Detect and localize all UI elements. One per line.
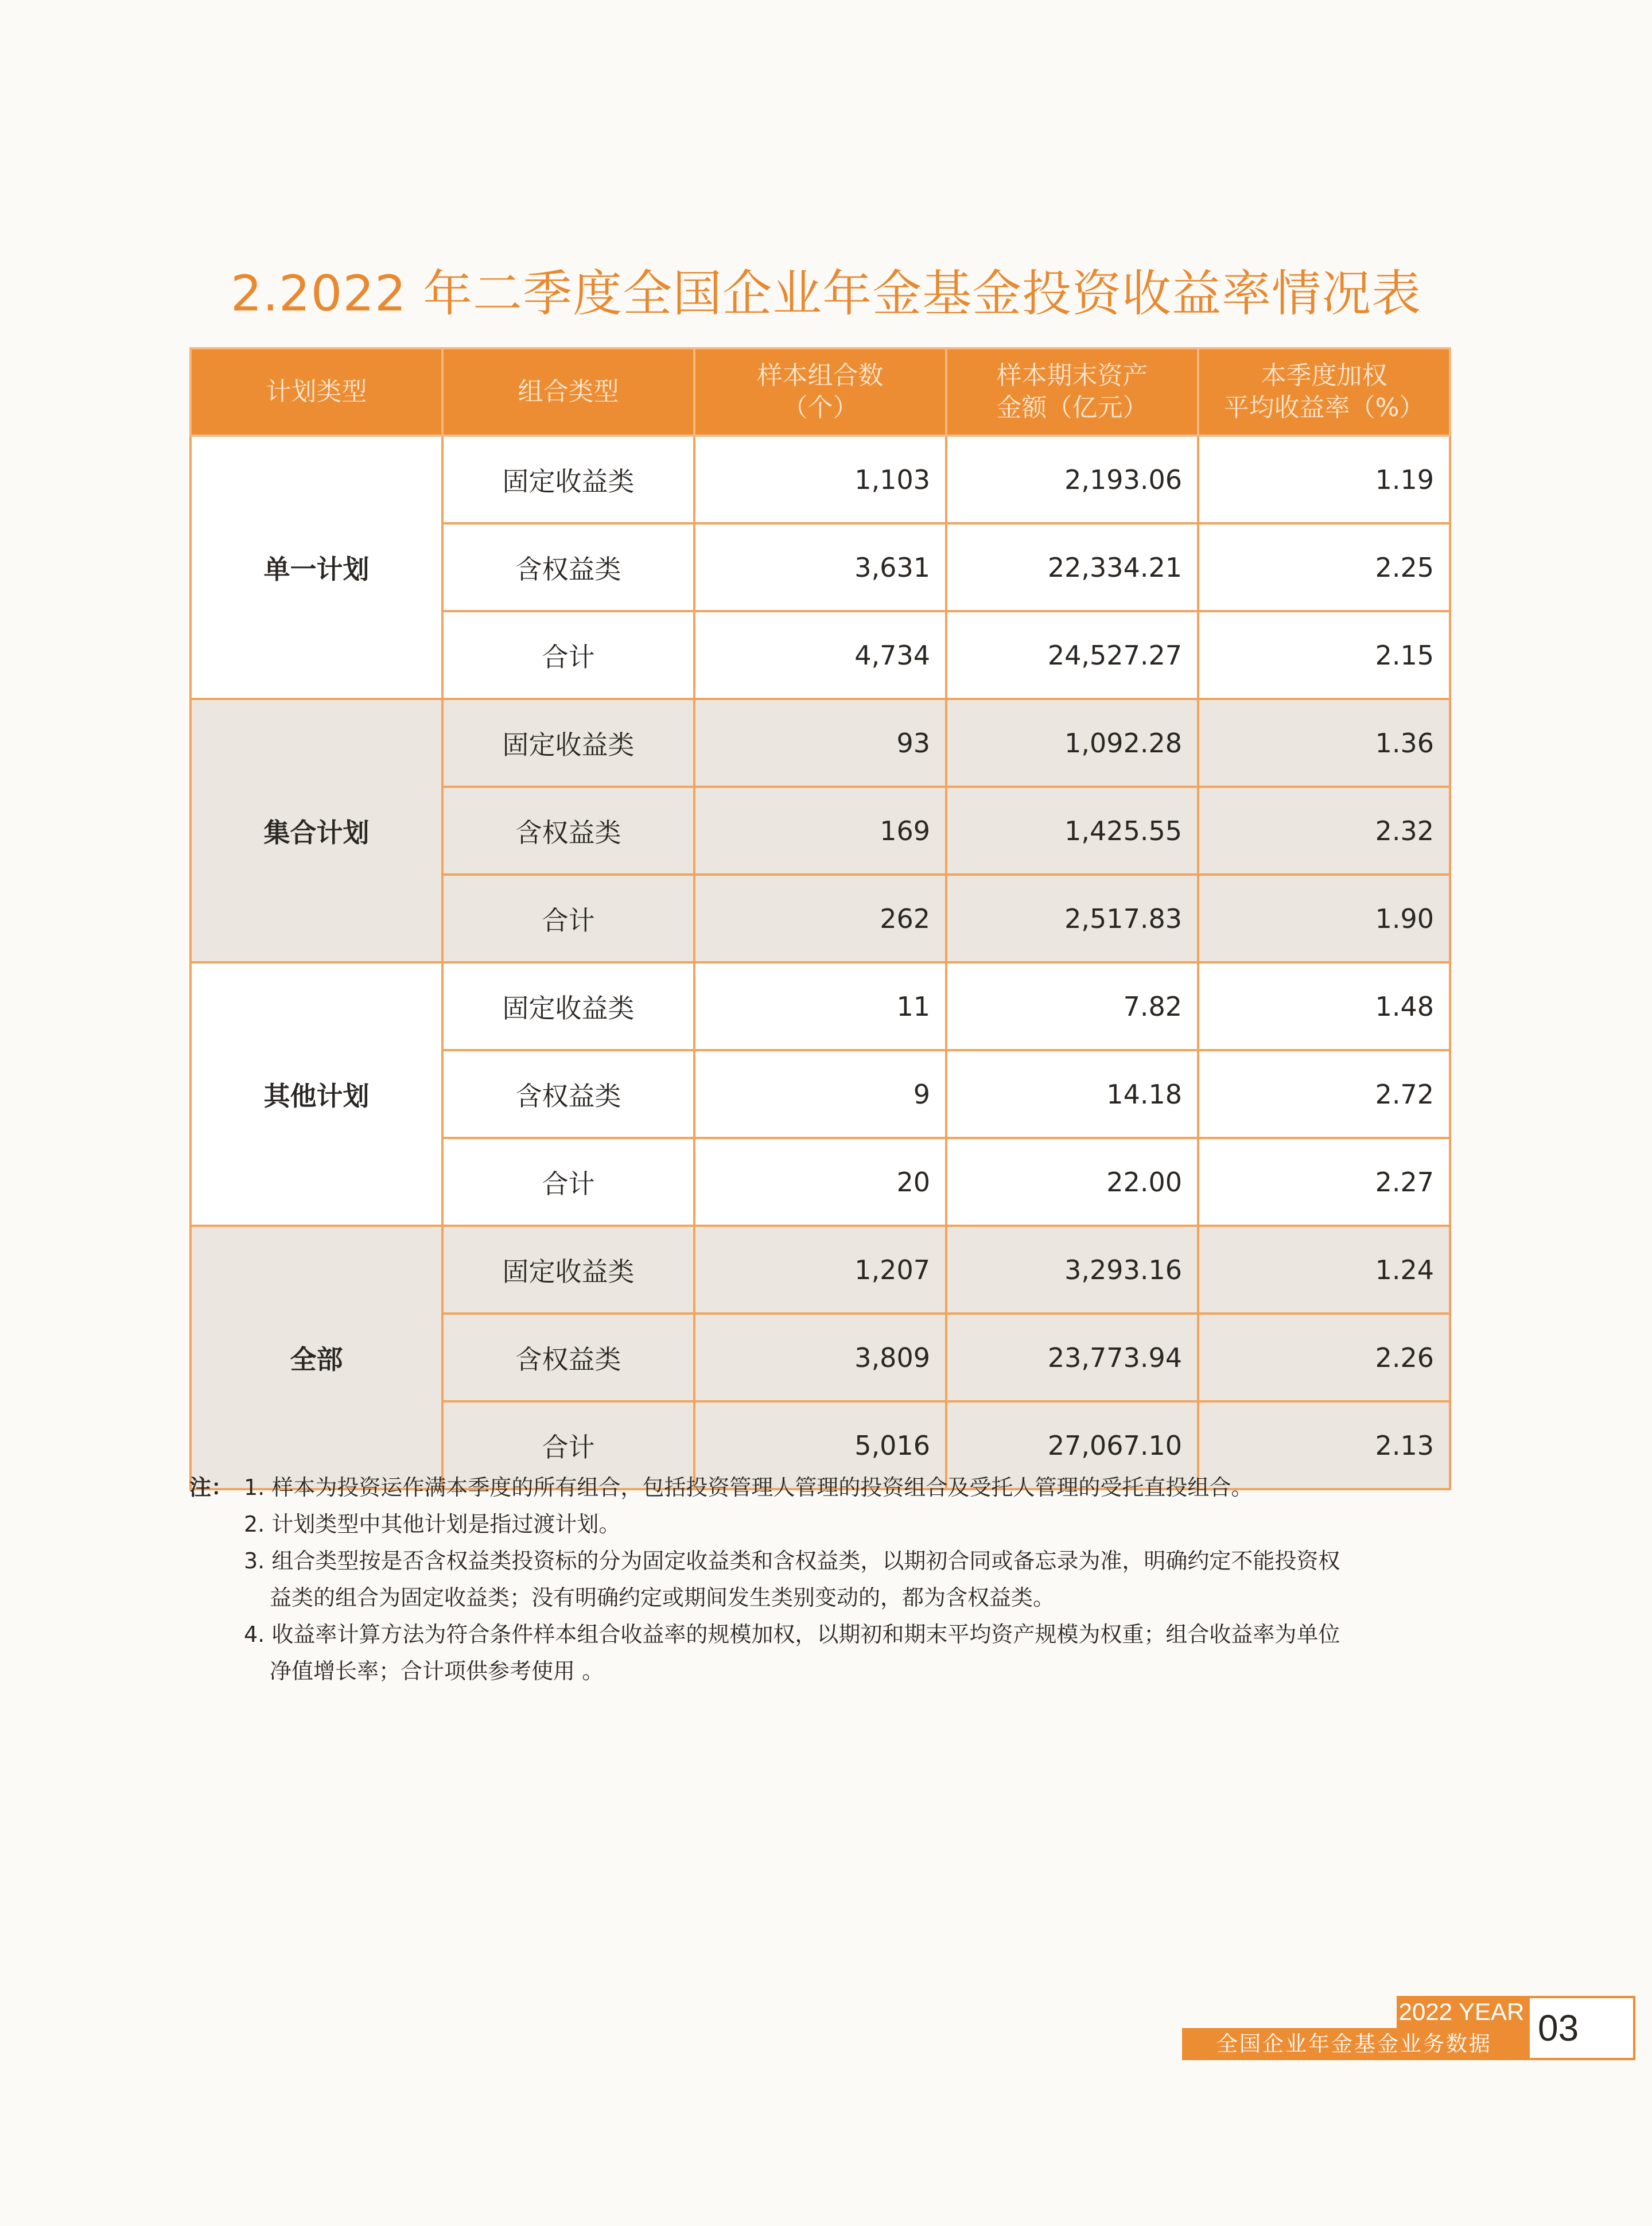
header-combo-type: 组合类型 — [442, 348, 694, 436]
plan-type-cell: 单一计划 — [191, 436, 442, 699]
sample-count-cell: 3,631 — [694, 523, 946, 611]
assets-cell: 2,517.83 — [946, 875, 1198, 962]
combo-type-cell: 合计 — [442, 611, 694, 699]
note-line-2: 2. 计划类型中其他计划是指过渡计划。 — [244, 1512, 621, 1537]
header-assets: 样本期末资产 金额（亿元） — [946, 348, 1198, 436]
table-header-row — [191, 348, 1450, 436]
plan-type-cell: 其他计划 — [191, 962, 442, 1226]
assets-cell: 24,527.27 — [946, 611, 1198, 699]
combo-type-cell: 合计 — [442, 1138, 694, 1226]
note-line-4: 4. 收益率计算方法为符合条件样本组合收益率的规模加权，以期初和期末平均资产规模为权重；组合收益率为单位 — [244, 1622, 1340, 1647]
combo-type-cell: 合计 — [442, 1401, 694, 1489]
sample-count-cell: 93 — [694, 699, 946, 787]
sample-count-cell: 11 — [694, 962, 946, 1050]
sample-count-cell: 262 — [694, 875, 946, 962]
sample-count-cell: 169 — [694, 787, 946, 875]
footer-subtitle: 全国企业年金基金业务数据 — [1182, 2028, 1526, 2060]
assets-cell: 23,773.94 — [946, 1314, 1198, 1401]
combo-type-cell: 固定收益类 — [442, 1226, 694, 1314]
sample-count-cell: 1,103 — [694, 436, 946, 523]
assets-cell: 14.18 — [946, 1050, 1198, 1138]
assets-cell: 7.82 — [946, 962, 1198, 1050]
plan-type-cell: 集合计划 — [191, 699, 442, 962]
sample-count-cell: 3,809 — [694, 1314, 946, 1401]
return-rate-cell: 2.32 — [1198, 787, 1450, 875]
note-line-1: 1. 样本为投资运作满本季度的所有组合，包括投资管理人管理的投资组合及受托人管理的受托直投组合。 — [244, 1475, 1253, 1500]
return-rate-cell: 2.25 — [1198, 523, 1450, 611]
return-rate-cell: 1.19 — [1198, 436, 1450, 523]
assets-cell: 27,067.10 — [946, 1401, 1198, 1489]
sample-count-cell: 9 — [694, 1050, 946, 1138]
returns-table — [189, 347, 1451, 1490]
assets-cell: 1,092.28 — [946, 699, 1198, 787]
sample-count-cell: 1,207 — [694, 1226, 946, 1314]
return-rate-cell: 1.24 — [1198, 1226, 1450, 1314]
header-plan-type: 计划类型 — [191, 348, 442, 436]
assets-cell: 22,334.21 — [946, 523, 1198, 611]
table-row — [191, 962, 1450, 1050]
table-row — [191, 436, 1450, 523]
header-return-rate: 本季度加权 平均收益率（%） — [1198, 348, 1450, 436]
page-title: 2.2022 年二季度全国企业年金基金投资收益率情况表 — [230, 265, 1422, 323]
combo-type-cell: 含权益类 — [442, 523, 694, 611]
return-rate-cell: 1.48 — [1198, 962, 1450, 1050]
assets-cell: 1,425.55 — [946, 787, 1198, 875]
return-rate-cell: 2.13 — [1198, 1401, 1450, 1489]
combo-type-cell: 固定收益类 — [442, 962, 694, 1050]
sample-count-cell: 5,016 — [694, 1401, 946, 1489]
note-line-4-cont: 净值增长率；合计项供参考使用 。 — [270, 1658, 604, 1684]
page-number: 03 — [1526, 1996, 1635, 2060]
combo-type-cell: 含权益类 — [442, 787, 694, 875]
return-rate-cell: 2.15 — [1198, 611, 1450, 699]
return-rate-cell: 2.27 — [1198, 1138, 1450, 1226]
note-line-3-cont: 益类的组合为固定收益类；没有明确约定或期间发生类别变动的，都为含权益类。 — [270, 1585, 1055, 1610]
assets-cell: 22.00 — [946, 1138, 1198, 1226]
table-row — [191, 699, 1450, 787]
assets-cell: 3,293.16 — [946, 1226, 1198, 1314]
combo-type-cell: 含权益类 — [442, 1314, 694, 1401]
return-rate-cell: 1.90 — [1198, 875, 1450, 962]
return-rate-cell: 2.72 — [1198, 1050, 1450, 1138]
assets-cell: 2,193.06 — [946, 436, 1198, 523]
return-rate-cell: 1.36 — [1198, 699, 1450, 787]
combo-type-cell: 固定收益类 — [442, 436, 694, 523]
plan-type-cell: 全部 — [191, 1226, 442, 1489]
combo-type-cell: 含权益类 — [442, 1050, 694, 1138]
note-line-3: 3. 组合类型按是否含权益类投资标的分为固定收益类和含权益类，以期初合同或备忘录为准，明确约定不能投资权 — [244, 1548, 1340, 1574]
sample-count-cell: 20 — [694, 1138, 946, 1226]
table-row — [191, 1226, 1450, 1314]
header-sample-count: 样本组合数 （个） — [694, 348, 946, 436]
notes-prefix: 注： — [189, 1475, 234, 1500]
sample-count-cell: 4,734 — [694, 611, 946, 699]
footer-year-badge: 2022 YEAR — [1397, 1996, 1526, 2028]
combo-type-cell: 固定收益类 — [442, 699, 694, 787]
return-rate-cell: 2.26 — [1198, 1314, 1450, 1401]
combo-type-cell: 合计 — [442, 875, 694, 962]
